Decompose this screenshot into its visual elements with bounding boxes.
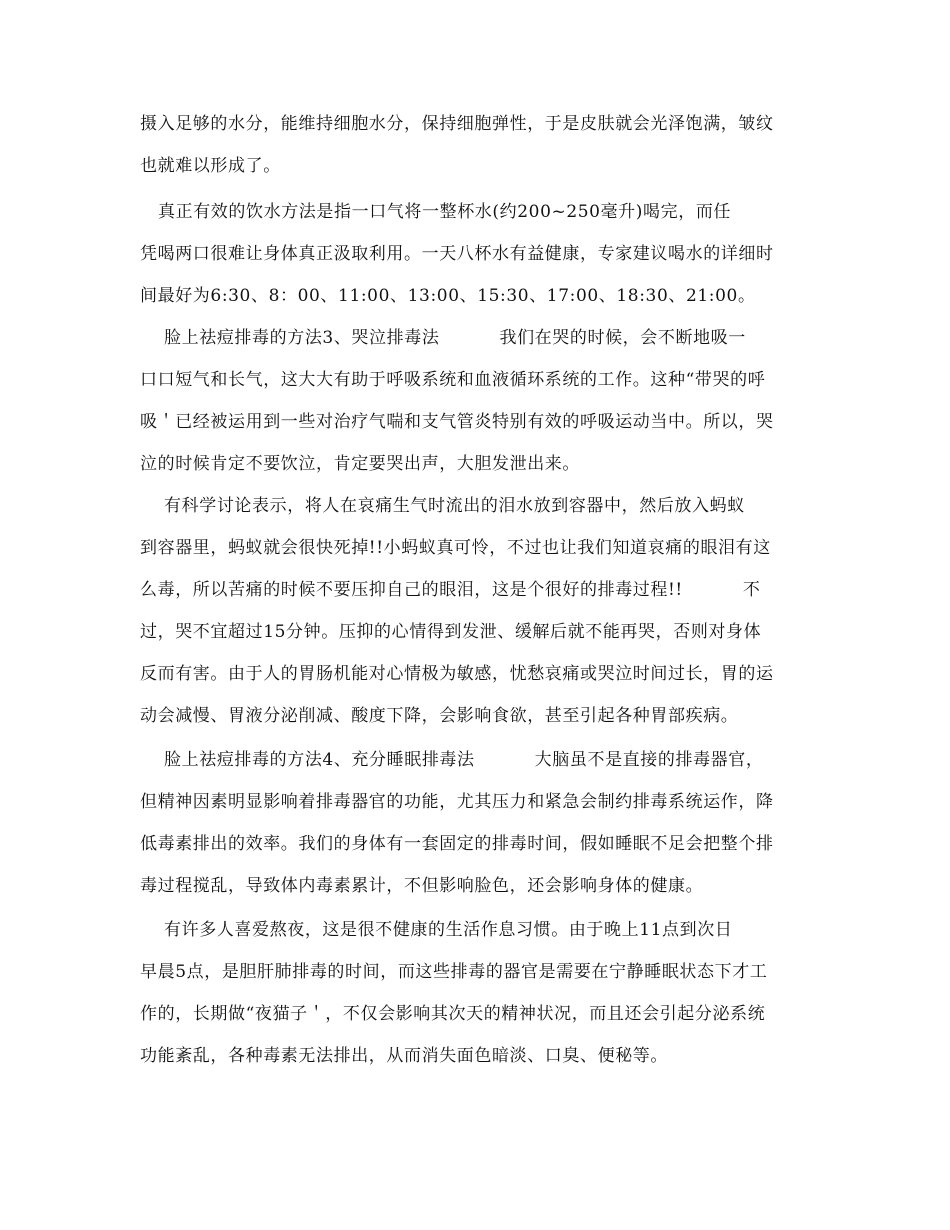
text-line: 功能紊乱，各种毒素无法排出，从而消失面色暗淡、口臭、便秘等。 <box>140 1046 668 1066</box>
text-line: 间最好为6:30、8：00、11:00、13:00、15:30、17:00、18:30、21:00。 <box>140 286 756 306</box>
text-line: 反而有害。由于人的胃肠机能对心情极为敏感，忧愁哀痛或哭泣时间过长，胃的运 <box>140 664 774 684</box>
text-line: 早晨5点，是胆肝肺排毒的时间，而这些排毒的器官是需要在宁静睡眠状态下才工 <box>140 962 768 982</box>
text-line: 低毒素排出的效率。我们的身体有一套固定的排毒时间，假如睡眠不足会把整个排 <box>140 834 774 854</box>
text-line: 毒过程搅乱，导致体内毒素累计，不但影响脸色，还会影响身体的健康。 <box>140 876 704 896</box>
text-line: 也就难以形成了。 <box>140 156 281 176</box>
text-line: 吸＇已经被运用到一些对治疗气喘和支气管炎特别有效的呼吸运动当中。所以，哭 <box>140 412 774 432</box>
text-line: 过，哭不宜超过15分钟。压抑的心情得到发泄、缓解后就不能再哭，否则对身体 <box>140 622 762 642</box>
text-line: 到容器里，蚂蚁就会很快死掉!!小蚂蚁真可怜，不过也让我们知道哀痛的眼泪有这 <box>140 538 771 558</box>
text-line: 真正有效的饮水方法是指一口气将一整杯水(约200~250毫升)喝完，而任 <box>140 202 732 222</box>
text-line: 口口短气和长气，这大大有助于呼吸系统和血液循环系统的工作。这种“带哭的呼 <box>140 370 766 390</box>
text-line: 凭喝两口很难让身体真正汲取利用。一天八杯水有益健康，专家建议喝水的详细时 <box>140 244 774 264</box>
text-line: 有科学讨论表示，将人在哀痛生气时流出的泪水放到容器中，然后放入蚂蚁 <box>140 496 745 516</box>
text-line: 脸上祛痘排毒的方法4、充分睡眠排毒法 大脑虽不是直接的排毒器官， <box>140 750 764 770</box>
text-line: 但精神因素明显影响着排毒器官的功能，尤其压力和紧急会制约排毒系统运作，降 <box>140 792 774 812</box>
text-line: 泣的时候肯定不要饮泣，肯定要哭出声，大胆发泄出来。 <box>140 454 580 474</box>
text-line: 脸上祛痘排毒的方法3、哭泣排毒法 我们在哭的时候，会不断地吸一 <box>140 328 746 348</box>
text-line: 么毒，所以苦痛的时候不要压抑自己的眼泪，这是个很好的排毒过程!! 不 <box>140 580 761 600</box>
text-line: 动会减慢、胃液分泌削减、酸度下降，会影响食欲，甚至引起各种胃部疾病。 <box>140 706 739 726</box>
text-line: 摄入足够的水分，能维持细胞水分，保持细胞弹性，于是皮肤就会光泽饱满，皱纹 <box>140 114 774 134</box>
text-line: 作的，长期做“夜猫子＇，不仅会影响其次天的精神状况，而且还会引起分泌系统 <box>140 1004 766 1024</box>
text-line: 有许多人喜爱熬夜，这是很不健康的生活作息习惯。由于晚上11点到次日 <box>140 920 733 940</box>
